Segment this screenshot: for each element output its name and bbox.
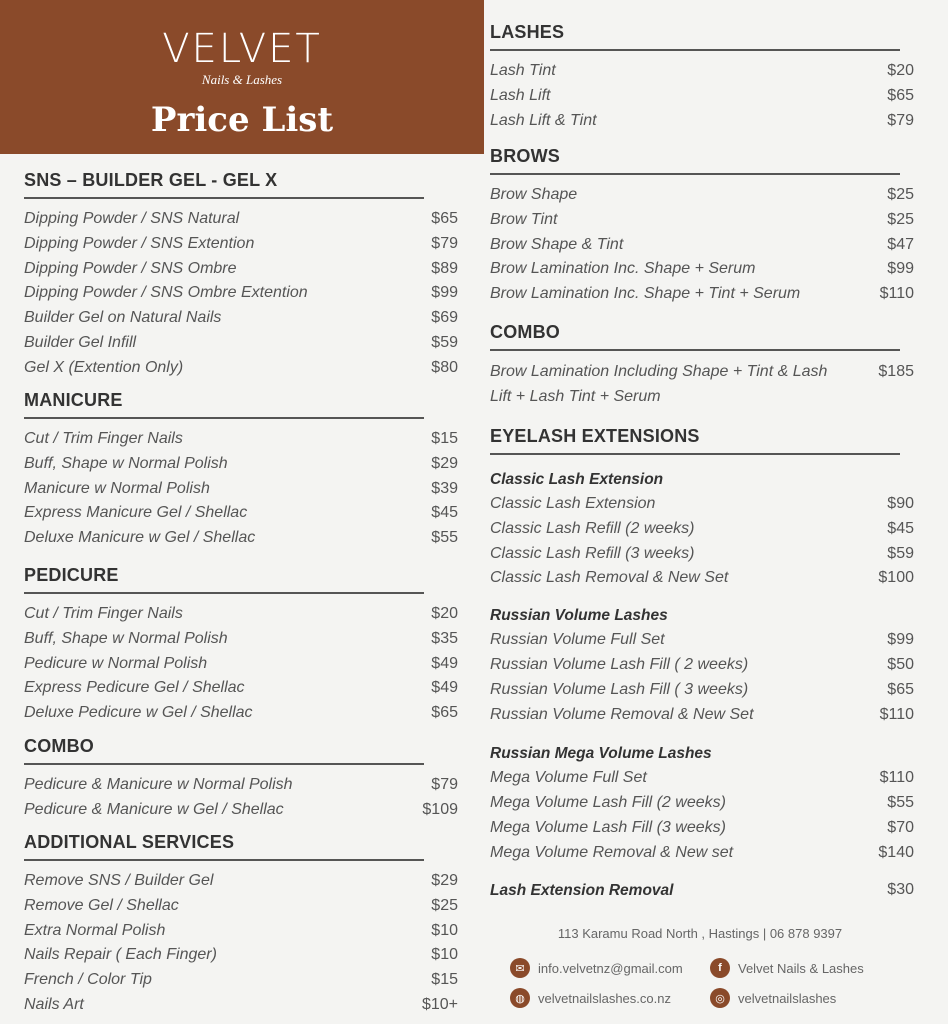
service-price: $10+: [421, 995, 458, 1013]
service-price: $90: [887, 495, 914, 512]
service-name: Classic Lash Extension: [490, 495, 656, 512]
service-price: $59: [431, 333, 458, 351]
section-title: ADDITIONAL SERVICES: [24, 832, 424, 861]
subheading: Russian Mega Volume Lashes: [490, 745, 712, 763]
list-item: [24, 894, 458, 919]
service-price: $59: [887, 544, 914, 562]
service-price: $10: [431, 921, 458, 939]
service-name: Mega Volume Removal & New set: [490, 843, 734, 861]
instagram-text: velvetnailslashes: [738, 990, 837, 1006]
service-name: Lash Extension Removal: [490, 881, 674, 899]
list-item: [24, 526, 458, 551]
section-title: COMBO: [24, 736, 424, 765]
service-name: Remove Gel / Shellac: [24, 896, 179, 914]
service-price: $65: [431, 704, 458, 722]
price-list: [490, 628, 914, 727]
service-price: $109: [422, 800, 458, 818]
service-price: $65: [887, 680, 914, 698]
service-name: Gel X (Extention Only): [24, 358, 184, 376]
service-price: $55: [887, 794, 914, 812]
service-name: Pedicure w Normal Polish: [24, 654, 208, 672]
list-item: [24, 869, 458, 894]
service-price: $29: [431, 872, 458, 889]
list-item: [24, 356, 458, 381]
service-name: Mega Volume Lash Fill (3 weeks): [490, 818, 726, 836]
list-item: [490, 233, 914, 258]
section-title: SNS – BUILDER GEL - GEL X: [24, 170, 424, 199]
service-name: Buff, Shape w Normal Polish: [24, 629, 228, 647]
price-list: [24, 427, 458, 551]
contact-footer: [490, 926, 910, 1006]
service-price: $110: [879, 705, 914, 723]
list-item: [24, 652, 458, 677]
service-name: Lash Lift: [490, 86, 551, 104]
list-item: [490, 59, 914, 84]
list-item: [490, 257, 914, 282]
service-name: Remove SNS / Builder Gel: [24, 872, 214, 889]
service-name: Dipping Powder / SNS Ombre: [24, 259, 237, 277]
service-price: $25: [887, 186, 914, 203]
brand-subtitle: Nails & Lashes: [201, 72, 283, 87]
section-lashes: [490, 22, 914, 133]
mail-icon: ✉: [510, 958, 530, 978]
list-item: [490, 766, 914, 791]
list-item: [490, 183, 914, 208]
section-brows: [490, 146, 914, 307]
service-price: $140: [878, 843, 914, 861]
service-price: $30: [887, 880, 914, 898]
list-item: [24, 427, 458, 452]
list-item: [490, 492, 914, 517]
list-item: [490, 678, 914, 703]
service-price: $35: [431, 629, 458, 647]
price-list: [24, 773, 458, 823]
list-item: [490, 282, 914, 307]
list-item: [24, 701, 458, 726]
service-name: Manicure w Normal Polish: [24, 479, 210, 497]
list-item: [24, 676, 458, 701]
service-name: Nails Art: [24, 995, 84, 1013]
service-price: $20: [887, 62, 914, 79]
price-list: [490, 59, 914, 133]
price-list: [490, 183, 914, 307]
service-name: Brow Tint: [490, 210, 558, 228]
service-price: $79: [431, 776, 458, 793]
service-name: Russian Volume Full Set: [490, 631, 665, 649]
list-item: [24, 232, 458, 257]
brand-name: VELVET: [162, 26, 322, 72]
service-name: Brow Lamination Inc. Shape + Tint + Serum: [490, 285, 801, 303]
service-name: Brow Shape: [490, 186, 578, 203]
service-price: $15: [431, 971, 458, 989]
list-item: [24, 477, 458, 502]
service-price: $49: [431, 679, 458, 697]
section-title: LASHES: [490, 22, 900, 51]
service-price: $99: [887, 260, 914, 278]
service-name: Dipping Powder / SNS Ombre Extention: [24, 284, 308, 302]
service-price: $69: [431, 309, 458, 327]
service-price: $15: [431, 430, 458, 447]
service-name: Express Pedicure Gel / Shellac: [24, 679, 245, 697]
service-price: $10: [431, 946, 458, 964]
list-item: [24, 993, 458, 1018]
list-item: [24, 331, 458, 356]
service-name: Dipping Powder / SNS Extention: [24, 234, 255, 252]
list-item: [490, 841, 914, 866]
list-item: [490, 542, 914, 567]
service-name: Classic Lash Refill (3 weeks): [490, 544, 695, 562]
contact-instagram[interactable]: [710, 988, 910, 1008]
service-name: Russian Volume Lash Fill ( 2 weeks): [490, 655, 749, 673]
price-list: [24, 602, 458, 726]
section-additional: [24, 832, 458, 1018]
globe-icon: ◍: [510, 988, 530, 1008]
brand-header: [0, 0, 484, 154]
service-name: Russian Volume Removal & New Set: [490, 705, 754, 723]
section-combo-nails: [24, 736, 458, 823]
service-price: $65: [887, 86, 914, 104]
contact-facebook[interactable]: [710, 958, 910, 978]
service-name: Builder Gel on Natural Nails: [24, 309, 222, 327]
list-item: [24, 943, 458, 968]
price-list: [24, 869, 458, 1018]
service-name: Brow Lamination Including Shape + Tint & Lash Lift + Lash Tint + Serum: [490, 363, 828, 405]
service-price: $45: [887, 519, 914, 537]
service-name: Nails Repair ( Each Finger): [24, 946, 217, 964]
section-eyelash-extensions: [490, 426, 914, 902]
service-price: $55: [431, 529, 458, 547]
service-name: Brow Lamination Inc. Shape + Serum: [490, 260, 756, 278]
service-name: Lash Tint: [490, 62, 556, 79]
price-list: [490, 766, 914, 865]
list-item: [24, 602, 458, 627]
service-name: Deluxe Pedicure w Gel / Shellac: [24, 704, 253, 722]
service-name: Classic Lash Removal & New Set: [490, 569, 729, 587]
list-item: [490, 208, 914, 233]
service-price: $45: [431, 504, 458, 522]
contact-email[interactable]: [510, 958, 710, 978]
section-title: PEDICURE: [24, 565, 424, 594]
service-price: $25: [887, 210, 914, 228]
service-name: Mega Volume Lash Fill (2 weeks): [490, 794, 726, 812]
service-name: Buff, Shape w Normal Polish: [24, 454, 228, 472]
service-name: Mega Volume Full Set: [490, 769, 647, 787]
list-item: [24, 207, 458, 232]
service-price: $49: [431, 654, 458, 672]
address: 113 Karamu Road North , Hastings | 06 878 9397: [557, 926, 843, 941]
service-name: Express Manicure Gel / Shellac: [24, 504, 248, 522]
list-item: [24, 501, 458, 526]
price-list: [24, 207, 458, 381]
service-name: French / Color Tip: [24, 971, 152, 989]
list-item: [24, 919, 458, 944]
list-item: [490, 628, 914, 653]
service-name: Pedicure & Manicure w Normal Polish: [24, 776, 293, 793]
service-price: $110: [879, 285, 914, 303]
section-title: COMBO: [490, 322, 900, 351]
list-item: [490, 517, 914, 542]
list-item: [24, 452, 458, 477]
facebook-text: Velvet Nails & Lashes: [738, 960, 864, 976]
section-title: BROWS: [490, 146, 900, 175]
service-price: $20: [431, 605, 458, 622]
section-title: EYELASH EXTENSIONS: [490, 426, 900, 455]
list-item: [490, 791, 914, 816]
service-price: $89: [431, 259, 458, 277]
section-title: MANICURE: [24, 390, 424, 419]
website-text: velvetnailslashes.co.nz: [538, 990, 671, 1006]
list-item: [24, 798, 458, 823]
list-item: [24, 306, 458, 331]
list-item: [490, 109, 914, 134]
list-item: [490, 703, 914, 728]
service-name: Lash Lift & Tint: [490, 111, 597, 129]
section-manicure: [24, 390, 458, 551]
service-name: Deluxe Manicure w Gel / Shellac: [24, 529, 256, 547]
instagram-icon: ◎: [710, 988, 730, 1008]
service-price: $79: [431, 234, 458, 252]
contact-website[interactable]: [510, 988, 710, 1008]
list-item: [490, 653, 914, 678]
subheading: Classic Lash Extension: [490, 471, 664, 488]
section-sns: [24, 170, 458, 381]
service-name: Extra Normal Polish: [24, 921, 166, 939]
list-item: [24, 257, 458, 282]
service-price: $50: [887, 655, 914, 673]
list-item: [490, 566, 914, 591]
list-item: [490, 84, 914, 109]
service-price: $47: [887, 235, 914, 253]
service-price: $99: [887, 631, 914, 649]
service-name: Classic Lash Refill (2 weeks): [490, 519, 695, 537]
subheading: Russian Volume Lashes: [490, 607, 668, 625]
list-item: [490, 878, 914, 903]
service-price: $65: [431, 210, 458, 227]
service-price: $25: [431, 896, 458, 914]
list-item: [24, 773, 458, 798]
service-name: Dipping Powder / SNS Natural: [24, 210, 240, 227]
service-name: Cut / Trim Finger Nails: [24, 430, 183, 447]
service-price: $185: [878, 363, 914, 380]
list-item: [490, 816, 914, 841]
service-price: $80: [431, 358, 458, 376]
list-item: [24, 968, 458, 993]
service-price: $110: [879, 769, 914, 787]
service-price: $99: [431, 284, 458, 302]
facebook-icon: f: [710, 958, 730, 978]
email-text: info.velvetnz@gmail.com: [538, 960, 683, 976]
service-name: Builder Gel Infill: [24, 333, 137, 351]
page-title: Price List: [150, 100, 334, 140]
service-name: Pedicure & Manicure w Gel / Shellac: [24, 800, 284, 818]
service-price: $70: [887, 818, 914, 836]
section-combo-lash: [490, 322, 914, 409]
price-list: [490, 492, 914, 591]
section-pedicure: [24, 565, 458, 726]
list-item: [490, 359, 914, 409]
service-price: $29: [431, 454, 458, 472]
service-name: Russian Volume Lash Fill ( 3 weeks): [490, 680, 749, 698]
service-price: $100: [878, 569, 914, 587]
list-item: [24, 281, 458, 306]
service-name: Brow Shape & Tint: [490, 235, 624, 253]
service-price: $79: [887, 111, 914, 129]
list-item: [24, 627, 458, 652]
service-name: Cut / Trim Finger Nails: [24, 605, 183, 622]
service-price: $39: [431, 479, 458, 497]
